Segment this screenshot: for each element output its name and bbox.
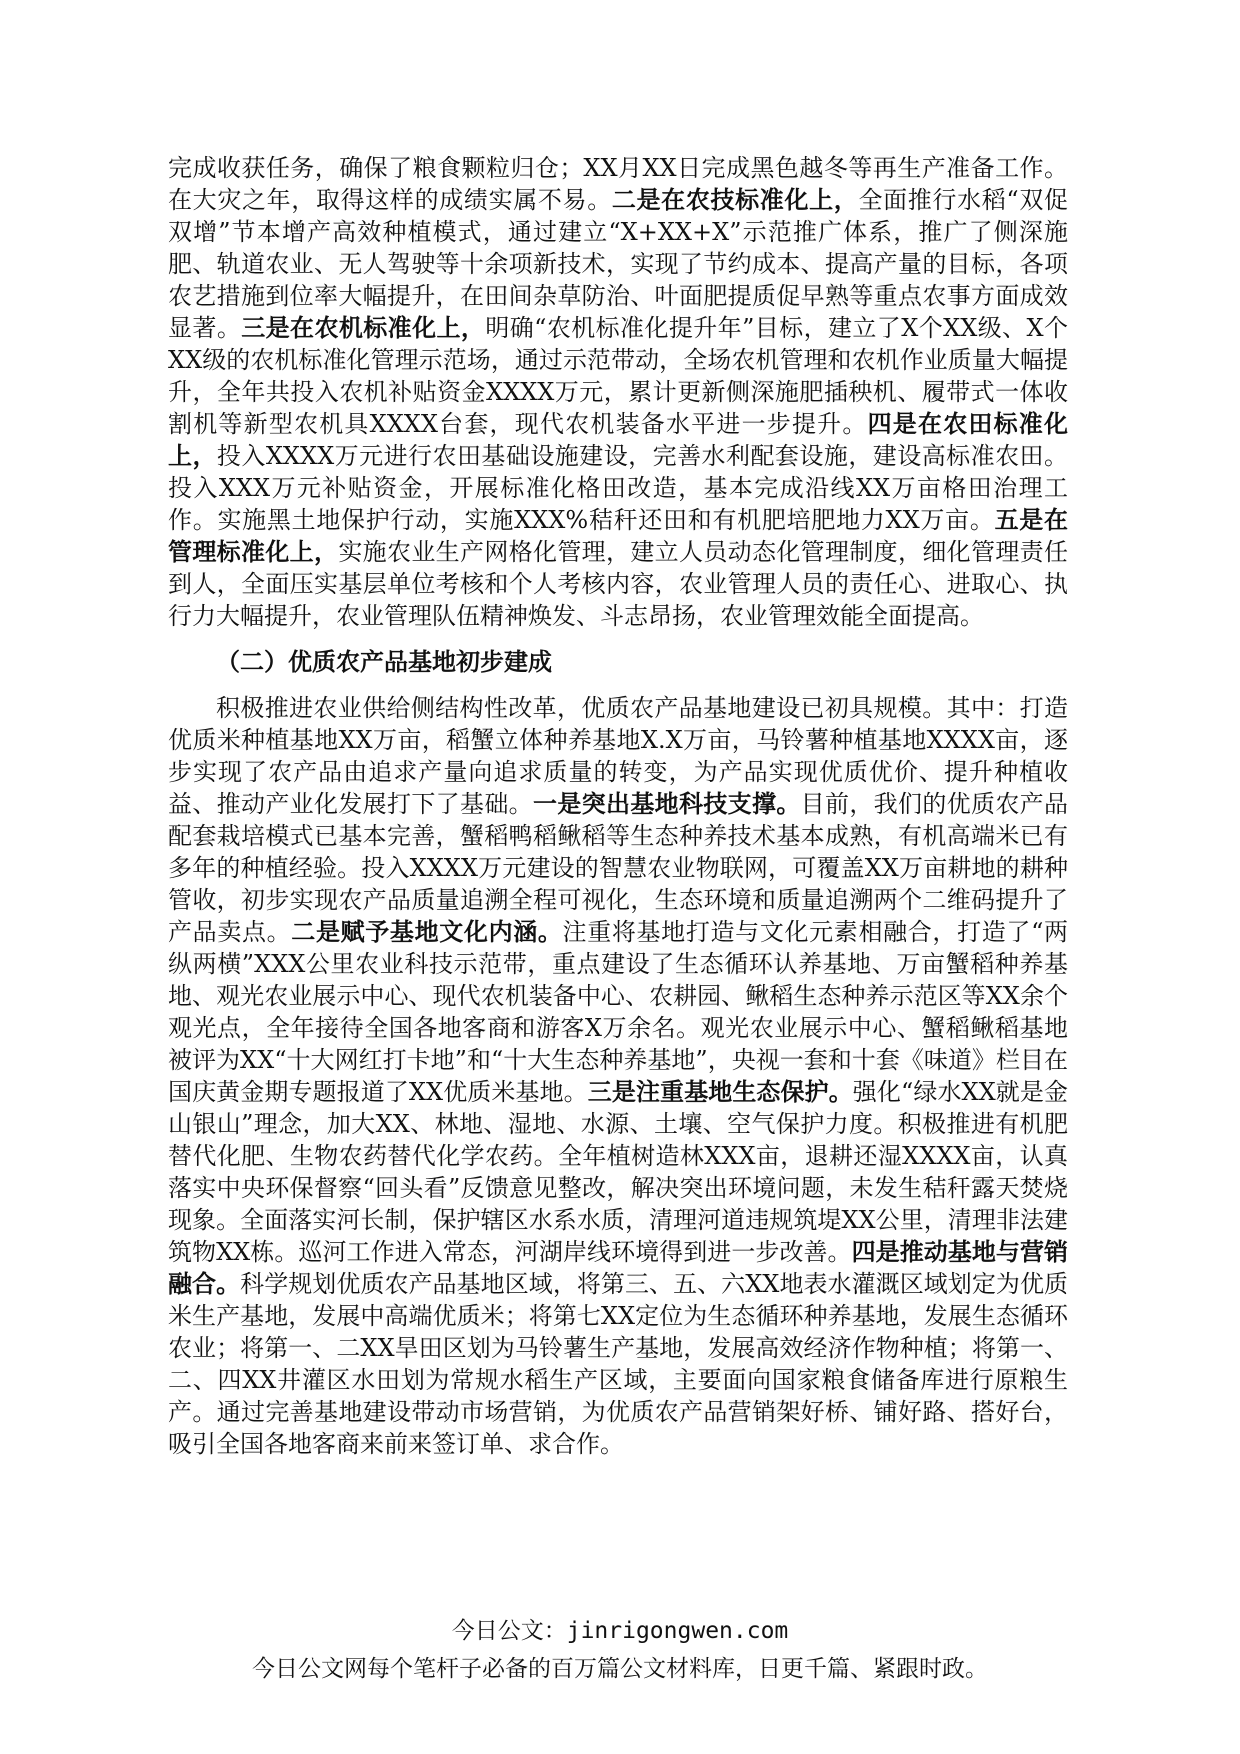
paragraph-1-run-3: 三是在农机标准化上， [241,313,486,342]
paragraph-2-run-0: 积极推进农业供给侧结构性改革，优质农产品基地建设已初具规模。其中：打造优质米种植基地XX万亩，稻蟹立体种养基地X.X万亩，马铃薯种植基地XXXX亩，逐步实现了农产品由追求产量向追求质量的转变，为产品实现优质优价、提升种植收益、推动产业化发展打下了基础。 [168,694,1068,818]
footer-site-link[interactable]: jinrigongwen.com [566,1618,789,1644]
paragraph-2-run-6: 强化“绿水XX就是金山银山”理念，加大XX、林地、湿地、水源、土壤、空气保护力度。积极推进有机肥替代化肥、生物农药替代化学农药。全年植树造林XXX亩，退耕还湿XXXX亩，认真落实中央环保督察“回头看”反馈意见整改，解决突出环境问题，未发生秸秆露天焚烧现象。全面落实河长制，保护辖区水系水质，清理河道违规筑堤XX公里，清理非法建筑物XX栋。巡河工作进入常态，河湖岸线环境得到进一步改善。 [168,1078,1068,1266]
paragraph-1-run-0: 完成收获任务，确保了粮食颗粒归仓；XX月XX日完成黑色越冬等再生产准备工作。在大灾之年，取得这样的成绩实属不易。 [168,154,1068,214]
paragraph-2-run-8: 科学规划优质农产品基地区域，将第三、五、六XX地表水灌溉区域划定为优质米生产基地，发展中高端优质米；将第七XX定位为生态循环种养基地，发展生态循环农业；将第一、二XX旱田区划为马铃薯生产基地，发展高效经济作物种植；将第一、二、四XX井灌区水田划为常规水稻生产区域，主要面向国家粮食储备库进行原粮生产。通过完善基地建设带动市场营销，为优质农产品营销架好桥、铺好路、搭好台，吸引全国各地客商来前来签订单、求合作。 [168,1270,1069,1458]
paragraph-2-run-7: 四是推动基地与营销融合。 [168,1237,1068,1298]
paragraph-2-run-2: 目前，我们的优质农产品配套栽培模式已基本完善，蟹稻鸭稻鳅稻等生态种养技术基本成熟，有机高端米已有多年的种植经验。投入XXXX万元建设的智慧农业物联网，可覆盖XX万亩耕地的耕种管收，初步实现农产品质量追溯全程可视化，生态环境和质量追溯两个二维码提升了产品卖点。 [168,790,1069,946]
footer-source [0,1616,1240,1646]
paragraph-1-run-8: 实施农业生产网格化管理，建立人员动态化管理制度，细化管理责任到人，全面压实基层单位考核和个人考核内容，农业管理人员的责任心、进取心、执行力大幅提升，农业管理队伍精神焕发、斗志昂扬，农业管理效能全面提高。 [168,538,1069,630]
footer [0,1616,1240,1684]
paragraph-2-run-4: 注重将基地打造与文化元素相融合，打造了“两纵两横”XXX公里农业科技示范带，重点建设了生态循环认养基地、万亩蟹稻种养基地、观光农业展示中心、现代农机装备中心、农耕园、鳅稻生态种养示范区等XX余个观光点，全年接待全国各地客商和游客X万余名。观光农业展示中心、蟹稻鳅稻基地被评为XX“十大网红打卡地”和“十大生态种养基地”，央视一套和十套《味道》栏目在国庆黄金期专题报道了XX优质米基地。 [168,918,1068,1106]
paragraph-1-run-7: 五是在管理标准化上， [168,505,1069,566]
paragraph-2-run-5: 三是注重基地生态保护。 [587,1077,853,1106]
paragraph-1-run-1: 二是在农技标准化上， [611,185,859,214]
paragraph-2 [168,692,1068,1460]
footer-label: 今日公文： [451,1618,567,1644]
section-heading: （二）优质农产品基地初步建成 [216,647,552,676]
footer-slogan: 今日公文网每个笔杆子必备的百万篇公文材料库，日更千篇、紧跟时政。 [252,1656,988,1682]
paragraph-2-run-1: 一是突出基地科技支撑。 [533,789,801,818]
paragraph-1-run-4: 明确“农机标准化提升年”目标，建立了X个XX级、X个XX级的农机标准化管理示范场，通过示范带动，全场农机管理和农机作业质量大幅提升，全年共投入农机补贴资金XXXX万元，累计更新侧深施肥插秧机、履带式一体收割机等新型农机具XXXX台套，现代农机装备水平进一步提升。 [168,314,1069,438]
paragraph-1-run-6: 投入XXXX万元进行农田基础设施建设，完善水利配套设施，建设高标准农田。投入XXX万元补贴资金，开展标准化格田改造，基本完成沿线XX万亩格田治理工作。实施黑土地保护行动，实施XXX%秸秆还田和有机肥培肥地力XX万亩。 [168,442,1068,534]
paragraph-1-run-5: 四是在农田标准化上， [168,409,1069,470]
paragraph-1 [168,152,1068,632]
paragraph-2-run-3: 二是赋予基地文化内涵。 [291,917,563,946]
paragraph-1-run-2: 全面推行水稻“双促双增”节本增产高效种植模式，通过建立“X+XX+X”示范推广体系，推广了侧深施肥、轨道农业、无人驾驶等十余项新技术，实现了节约成本、提高产量的目标，各项农艺措施到位率大幅提升，在田间杂草防治、叶面肥提质促早熟等重点农事方面成效显著。 [168,186,1068,342]
document-body [168,152,1068,1460]
